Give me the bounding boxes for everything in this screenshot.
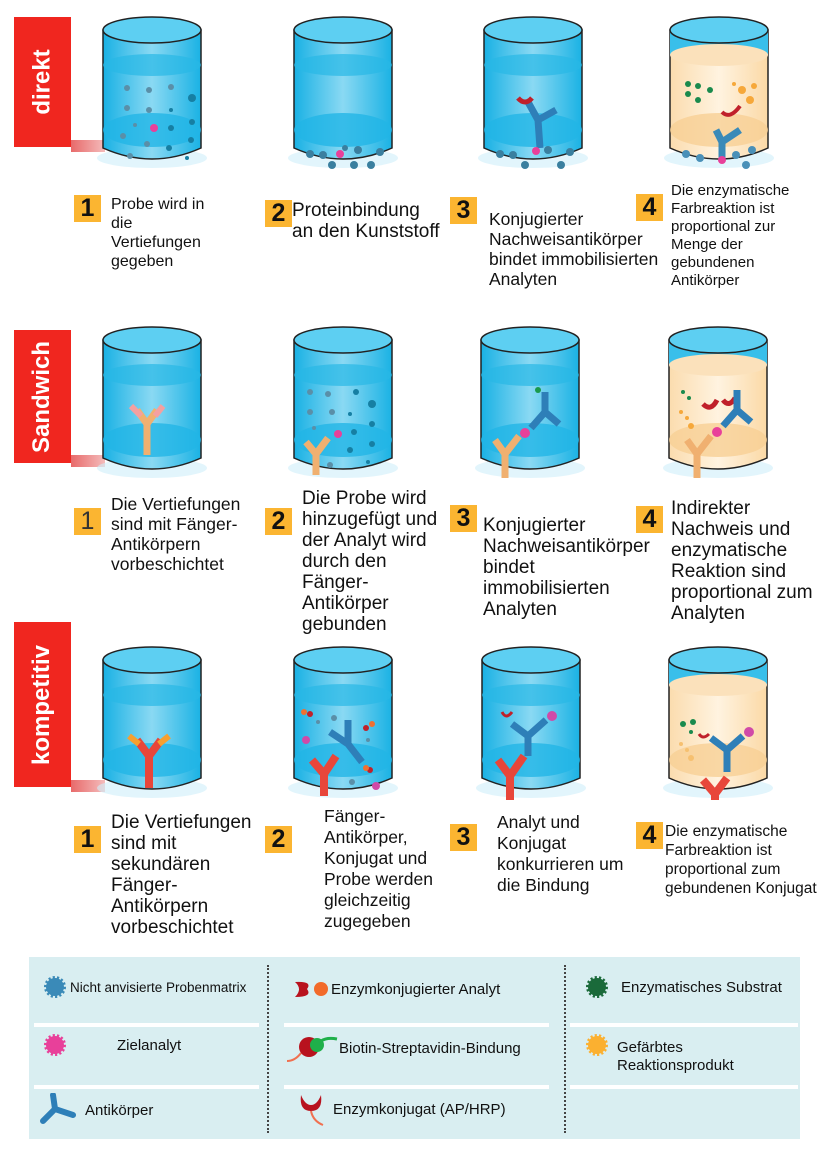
step-description: Die Vertiefungen sind mit sekundären Fänger-Antikörpern vorbeschichtet [111, 812, 252, 938]
step-description: Konjugierter Nachweisantikörper bindet immobilisierten Analyten [483, 515, 650, 620]
biotin-streptavidin-icon [285, 1033, 339, 1063]
step-number-badge: 2 [265, 826, 292, 853]
legend-label: Gefärbtes Reaktionsprodukt [617, 1039, 734, 1074]
step-description: Die Probe wird hinzugefügt und der Analyt wird durch den Fänger-Antikörper gebunden [302, 488, 438, 635]
legend-item [285, 1033, 521, 1063]
step-direkt-4 [636, 182, 816, 290]
section-label: direkt [28, 49, 56, 115]
legend-label: Enzymkonjugat (AP/HRP) [333, 1100, 506, 1118]
step-number-badge: 1 [74, 195, 101, 222]
well-sandwich-1 [97, 320, 207, 480]
enzyme-conjugate-icon [297, 1091, 327, 1127]
step-number-badge: 3 [450, 197, 477, 224]
legend-label: Nicht anvisierte Probenmatrix [70, 979, 247, 995]
step-sandwich-2 [265, 488, 455, 635]
step-kompetitiv-4 [636, 822, 820, 898]
antibody-icon [39, 1093, 77, 1127]
legend-row-divider [284, 1085, 549, 1089]
step-description: Konjugierter Nachweisantikörper bindet immobilisierten Analyten [489, 209, 659, 289]
legend-label: Biotin-Streptavidin-Bindung [339, 1039, 521, 1057]
well-sandwich-4 [663, 320, 773, 480]
step-kompetitiv-1 [74, 812, 274, 938]
step-sandwich-4 [636, 498, 820, 624]
legend-row-divider [570, 1085, 798, 1089]
step-description: Fänger-Antikörper, Konjugat und Probe werden gleichzeitig zugegeben [324, 806, 433, 931]
legend-row-divider [34, 1023, 259, 1027]
step-description: Probe wird in die Vertiefungen gegeben [111, 196, 205, 270]
legend-label: Zielanalyt [117, 1036, 182, 1054]
step-number-badge: 1 [74, 508, 101, 535]
step-kompetitiv-3 [450, 812, 630, 896]
step-number-badge: 2 [265, 508, 292, 535]
legend-item [291, 977, 500, 1001]
well-direkt-2 [288, 10, 398, 170]
step-description: Indirekter Nachweis und enzymatische Reaktion sind proportional zum Analyten [671, 498, 813, 624]
step-description: Die enzymatische Farbreaktion ist proportional zum gebundenen Konjugat [665, 823, 817, 897]
step-number-badge: 2 [265, 200, 292, 227]
section-label: Sandwich [28, 340, 56, 453]
legend-item [585, 1033, 767, 1075]
blue-star-icon [43, 975, 67, 999]
orange-star-icon [585, 1033, 609, 1057]
step-number-badge: 3 [450, 505, 477, 532]
step-direkt-2 [265, 200, 445, 242]
legend-row-divider [34, 1085, 259, 1089]
well-sandwich-3 [475, 320, 585, 480]
step-description: Die Vertiefungen sind mit Fänger-Antikörpern vorbeschichtet [111, 494, 241, 574]
well-kompetitiv-4 [663, 640, 773, 800]
step-number-badge: 4 [636, 194, 663, 221]
well-direkt-3 [478, 10, 588, 170]
step-sandwich-3 [450, 505, 665, 620]
legend-divider [564, 965, 566, 1133]
well-sandwich-2 [288, 320, 398, 480]
legend-row-divider [284, 1023, 549, 1027]
legend-item [43, 1033, 181, 1057]
section-tag-kompetitiv [14, 622, 71, 787]
legend-item [297, 1091, 506, 1127]
well-direkt-4 [664, 10, 774, 170]
well-kompetitiv-2 [288, 640, 398, 800]
enzyme-analyte-icon [291, 977, 331, 1001]
legend [29, 957, 800, 1139]
step-description: Proteinbindung an den Kunststoff [292, 200, 440, 242]
section-label: kompetitiv [28, 644, 56, 765]
well-kompetitiv-1 [97, 640, 207, 800]
well-direkt-1 [97, 10, 207, 170]
well-kompetitiv-3 [476, 640, 586, 800]
section-tag-sandwich [14, 330, 71, 463]
legend-label: Antikörper [85, 1101, 154, 1119]
pink-star-icon [43, 1033, 67, 1057]
step-description: Die enzymatische Farbreaktion ist proportional zur Menge der gebundenen Antikörper [671, 182, 790, 289]
legend-item [43, 975, 246, 999]
step-number-badge: 1 [74, 826, 101, 853]
legend-label: Enzymkonjugierter Analyt [331, 980, 501, 998]
legend-label: Enzymatisches Substrat [621, 978, 782, 996]
step-number-badge: 4 [636, 506, 663, 533]
legend-item [39, 1093, 153, 1127]
legend-row-divider [570, 1023, 798, 1027]
step-kompetitiv-2 [265, 806, 465, 932]
step-description: Analyt und Konjugat konkurrieren um die Bindung [497, 812, 624, 895]
step-direkt-3 [450, 197, 665, 289]
step-number-badge: 3 [450, 824, 477, 851]
step-sandwich-1 [74, 494, 274, 574]
green-star-icon [585, 975, 609, 999]
section-tag-direkt [14, 17, 71, 147]
step-number-badge: 4 [636, 822, 663, 849]
legend-divider [267, 965, 269, 1133]
legend-item [585, 975, 782, 999]
step-direkt-1 [74, 195, 264, 271]
